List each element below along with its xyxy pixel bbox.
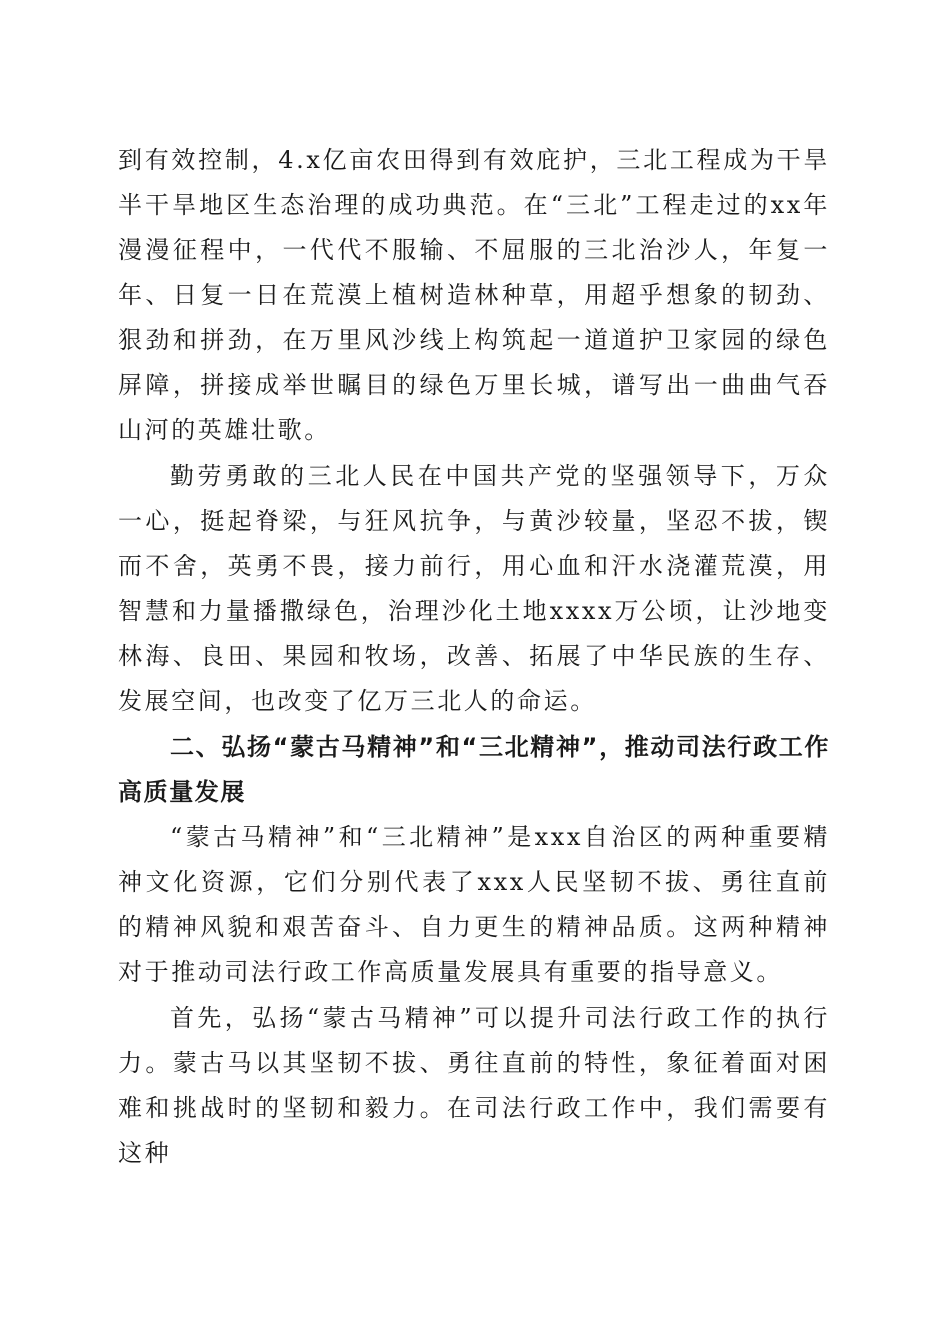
- paragraph-sanbei-achievements-continuation: 到有效控制，4.x亿亩农田得到有效庇护，三北工程成为干旱半干旱地区生态治理的成功典范。在“三北”工程走过的xx年漫漫征程中，一代代不服输、不屈服的三北治沙人，年复一年、日复一日在荒漠上植树造林种草，用超乎想象的韧劲、狠劲和拼劲，在万里风沙线上构筑起一道道护卫家园的绿色屏障，拼接成举世瞩目的绿色万里长城，谱写出一曲曲气吞山河的英雄壮歌。: [118, 146, 830, 444]
- paragraph-first-point: 首先，弘扬“蒙古马精神”可以提升司法行政工作的执行力。蒙古马以其坚韧不拔、勇往直前的特性，象征着面对困难和挑战时的坚韧和毅力。在司法行政工作中，我们需要有这种: [118, 1004, 830, 1167]
- paragraph-sanbei-people: 勤劳勇敢的三北人民在中国共产党的坚强领导下，万众一心，挺起脊梁，与狂风抗争，与黄沙较量，坚忍不拔，锲而不舍，英勇不畏，接力前行，用心血和汗水浇灌荒漠，用智慧和力量播撒绿色，治理沙化土地xxxx万公顷，让沙地变林海、良田、果园和牧场，改善、拓展了中华民族的生存、发展空间，也改变了亿万三北人的命运。: [118, 462, 830, 715]
- section-heading-two: 二、弘扬“蒙古马精神”和“三北精神”，推动司法行政工作高质量发展: [118, 733, 830, 806]
- document-body: [118, 138, 830, 1176]
- paragraph-two-spirits: “蒙古马精神”和“三北精神”是xxx自治区的两种重要精神文化资源，它们分别代表了xxx人民坚韧不拔、勇往直前的精神风貌和艰苦奋斗、自力更生的精神品质。这两种精神对于推动司法行政工作高质量发展具有重要的指导意义。: [118, 823, 830, 986]
